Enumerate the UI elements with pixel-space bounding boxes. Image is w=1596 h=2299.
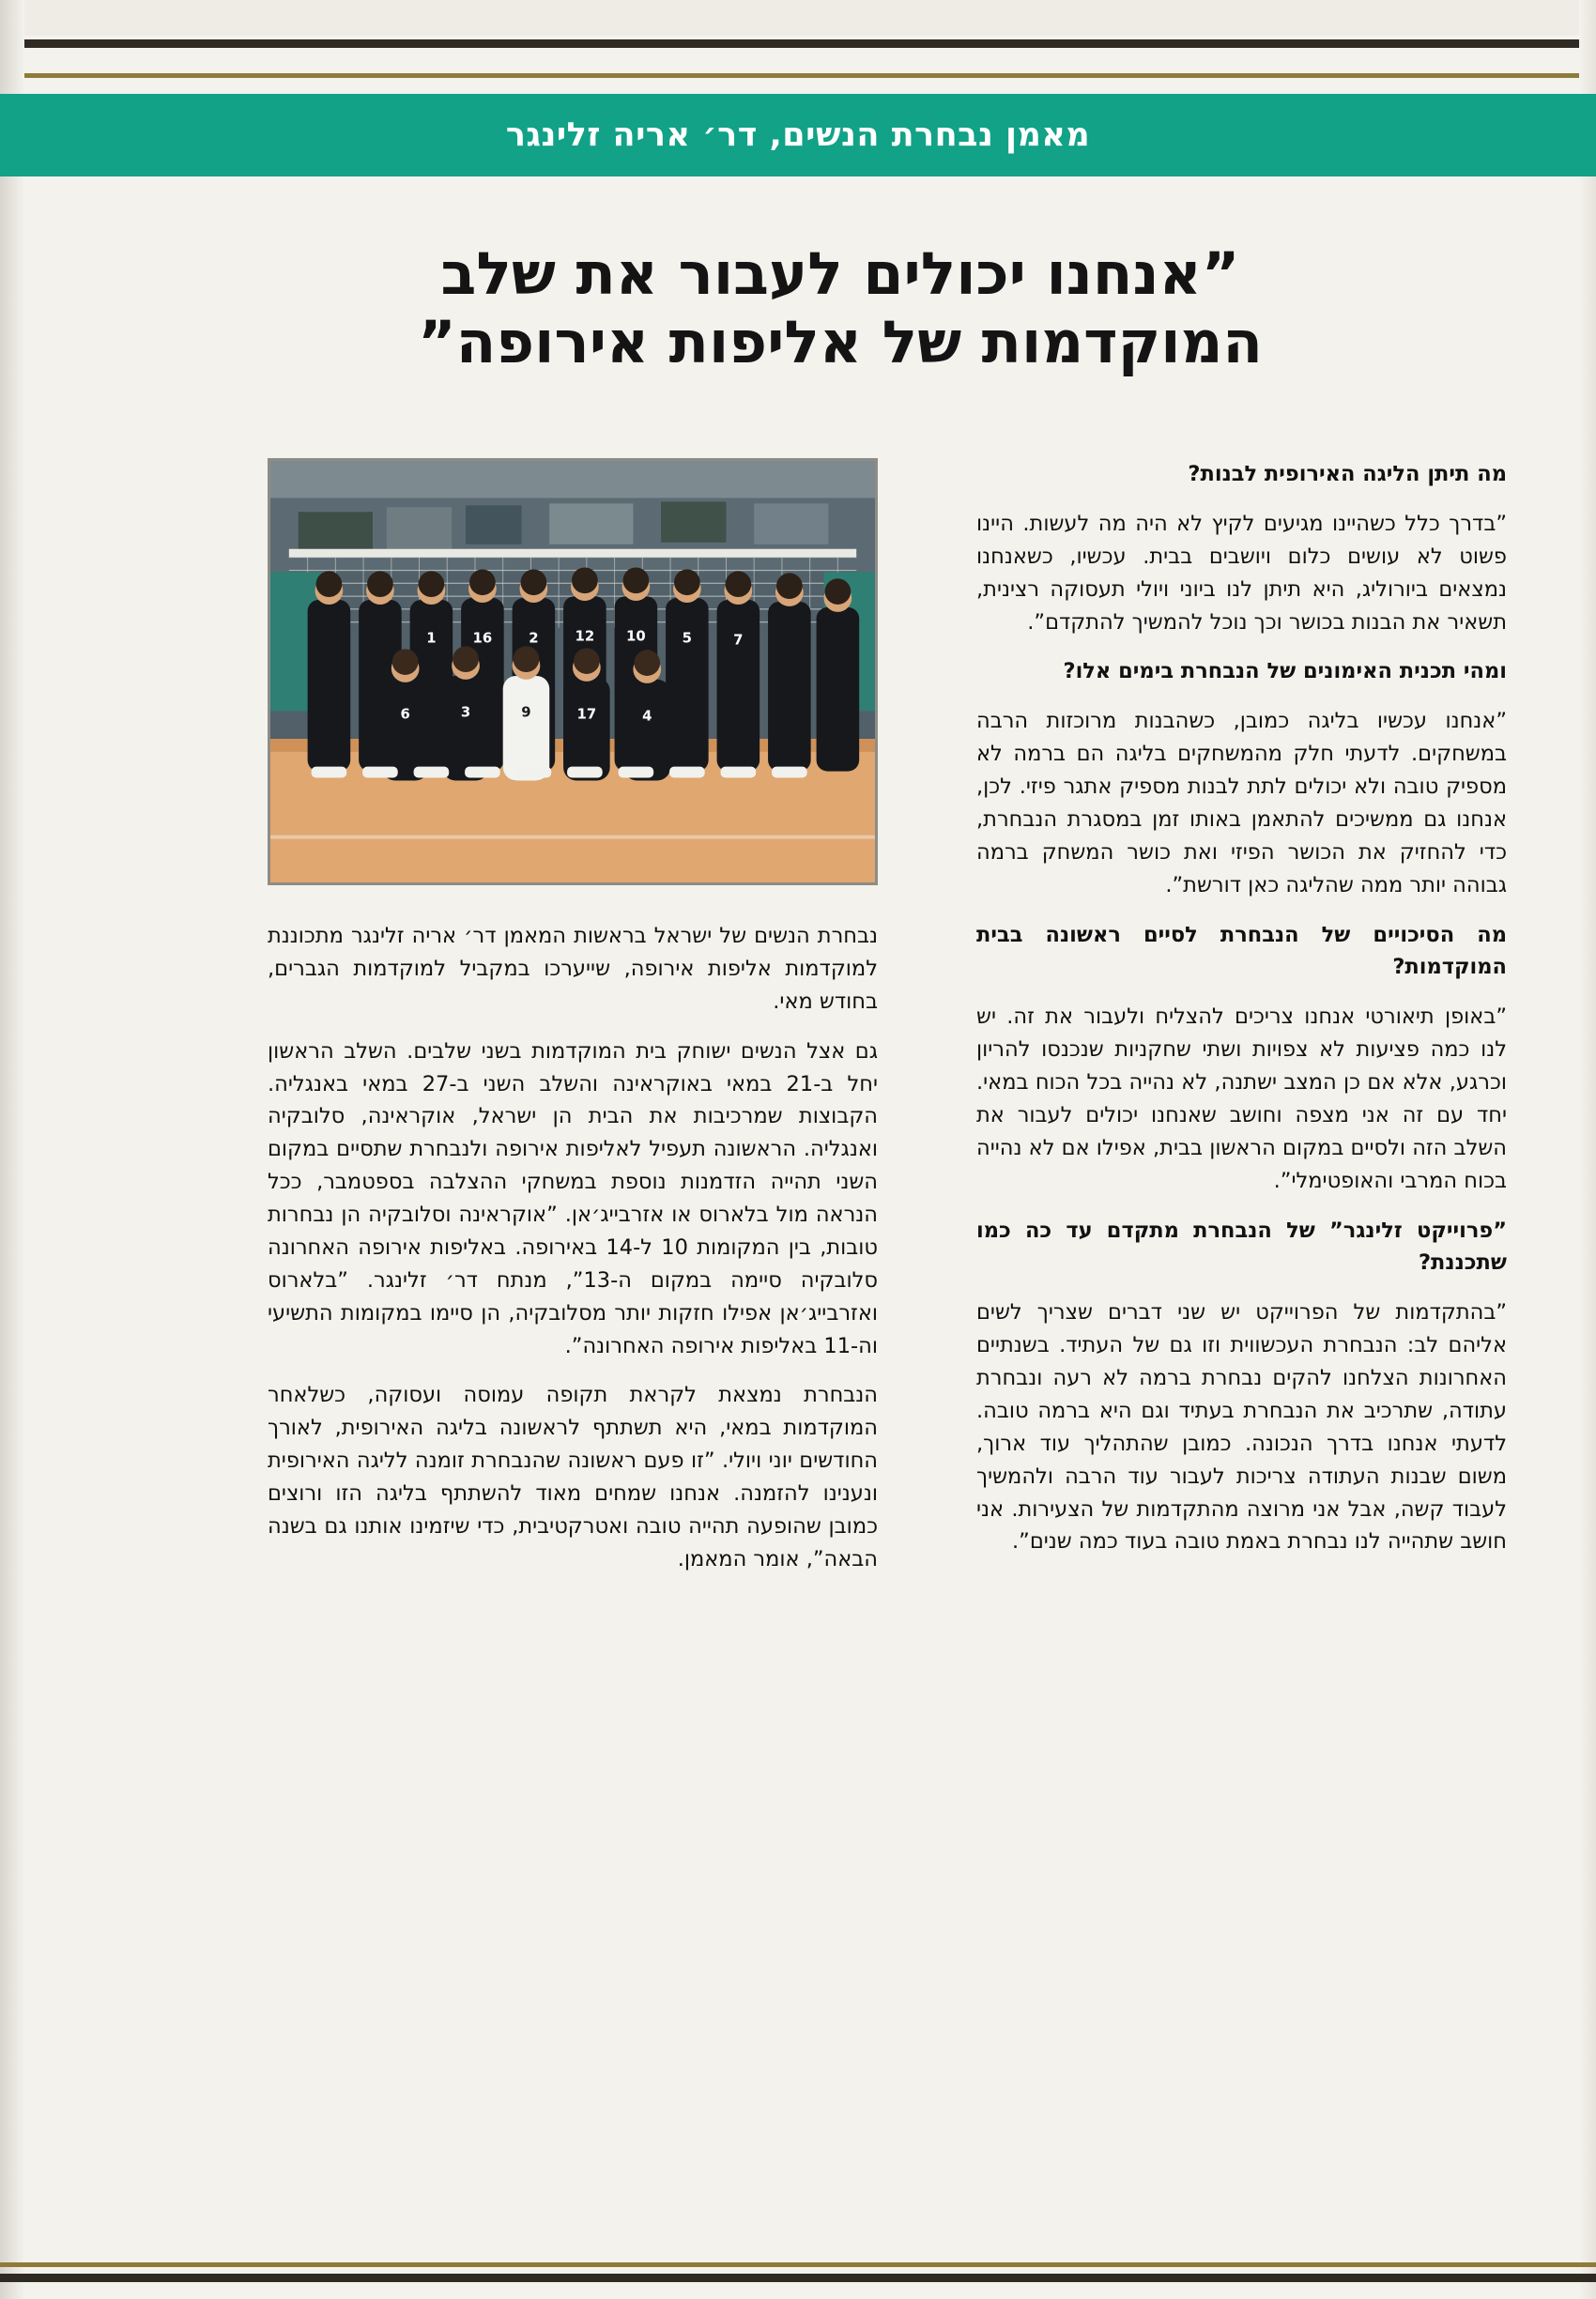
lead-paragraph: נבחרת הנשים של ישראל בראשות המאמן דר׳ אריה זלינגר מתכוננת למוקדמות אליפות אירופה, שייערכו במקביל למוקדמות הגברים, בחודש מאי. [268, 924, 878, 1014]
answer: ”אנחנו עכשיו בליגה כמובן, כשהבנות מרוכזות הרבה במשחקים. לדעתי חלק מהמשחקים בליגה הם ברמה לא מספיק טובה ולא יכולים לתת לבנות מספיק אתגר פיזי. לכן, אנחנו גם ממשיכים להתאמן באותו זמן במסגרת הנבחרת, כדי להחזיק את הכושר הפיזי ואת כושר המשחק ברמה גבוהה יותר ממה שהליגה כאן דורשת”. [976, 709, 1507, 897]
svg-text:12: 12 [575, 628, 595, 645]
question: מה הסיכויים של הנבחרת לסיים ראשונה בבית המוקדמות? [976, 922, 1507, 980]
svg-text:7: 7 [733, 632, 744, 649]
bottom-gold-rule [0, 2262, 1596, 2267]
team-photo [268, 458, 878, 885]
answer: ”בדרך כלל כשהיינו מגיעים לקיץ לא היה מה לעשות. היינו פשוט לא עושים כלום ויושבים בבית. עכשיו, כשאנחנו נמצאים ביורוליג, היא תיתן לנו ביוני ויולי תעסוקה רצינית, תשאיר את הבנות בכושר וכך נוכל להמשיך להתקדם”. [976, 511, 1507, 635]
body-paragraph: הנבחרת נמצאת לקראת תקופה עמוסה ועסוקה, כשלאחר המוקדמות במאי, היא תשתתף לראשונה בליגה האירופית, לאורך החודשים יוני ויולי. ”זו פעם ראשונה שהנבחרת זומנה לליגה האירופית ונענינו להזמנה. אנחנו שמחים מאוד להשתתף בליגה הזו ורוצים כמובן שהופעה תהייה טובה ואטרקטיבית, כדי שיזמינו אותנו גם בשנה הבאה”, אומר המאמן. [268, 1383, 878, 1571]
svg-text:6: 6 [400, 706, 410, 723]
banner-title: מאמן נבחרת הנשים, דר׳ אריה זלינגר [505, 116, 1091, 154]
svg-text:2: 2 [529, 630, 539, 647]
top-gold-rule [0, 73, 1596, 78]
article-column-right [976, 458, 1507, 1575]
page-title [174, 239, 1507, 376]
section-banner [0, 94, 1596, 176]
page-top-margin [0, 0, 1596, 36]
answer: ”בהתקדמות של הפרוייקט יש שני דברים שצריך לשים אליהם לב: הנבחרת העכשווית וזו גם של העתיד. בשנתיים האחרונות הצלחנו להקים נבחרת ברמה לא רעה ונבחרת עתודה, שתרכיב את הנבחרת בעתיד וגם היא ברמה טובה. לדעתי אנחנו בדרך הנכונה. כמובן שהתהליך עוד ארוך, משום שבנות העתודה צריכות לעבור עוד הרבה ולהמשיך לעבוד קשה, אבל אני מרוצה מהתקדמות של הצעירות. אני חושב שתהייה לנו נבחרת באמת טובה בעוד כמה שנים”. [976, 1300, 1507, 1555]
svg-text:9: 9 [521, 704, 531, 721]
headline-line-1: ”אנחנו יכולים לעבור את שלב [440, 239, 1240, 308]
question: מה תיתן הליגה האירופית לבנות? [1188, 462, 1507, 486]
bottom-dark-rule [0, 2274, 1596, 2282]
right-page-edge [1579, 0, 1596, 2299]
answer: ”באופן תיאורטי אנחנו צריכים להצליח ולעבור את זה. יש לנו כמה פציעות לא צפויות ושתי שחקניות שנכנסו להריון וכרגע, אלא אם כן המצב ישתנה, לא נהייה בכל הכוח במאי. יחד עם זה אני מצפה וחושב שאנחנו יכולים לעבור את השלב הזה ולסיים במקום הראשון בבית, אפילו אם לא נהייה בכוח המרבי והאופטימלי”. [976, 1004, 1507, 1193]
top-dark-rule [0, 39, 1596, 48]
left-page-edge [0, 0, 24, 2299]
headline-line-2: המוקדמות של אליפות אירופה” [417, 308, 1264, 377]
svg-text:10: 10 [626, 628, 646, 645]
svg-text:4: 4 [642, 708, 652, 725]
article-column-left [268, 920, 878, 1593]
question: ”פרוייקט זלינגר” של הנבחרת מתקדם עד כה כמו שתכננת? [976, 1218, 1507, 1276]
svg-text:3: 3 [460, 704, 471, 721]
svg-text:5: 5 [682, 630, 693, 647]
question: ומהי תכנית האימונים של הנבחרת בימים אלו? [1063, 659, 1507, 684]
svg-text:17: 17 [576, 706, 597, 723]
svg-text:16: 16 [472, 630, 493, 647]
svg-text:1: 1 [426, 630, 437, 647]
body-paragraph: גם אצל הנשים ישוחק בית המוקדמות בשני שלבים. השלב הראשון יחל ב-21 במאי באוקראינה והשלב השני ב-27 במאי באנגליה. הקבוצות שמרכיבות את הבית הן ישראל, אוקראינה, סלובקיה ואנגליה. הראשונה תעפיל לאליפות אירופה ולנבחרת שתסיים במקום השני תהייה הזדמנות נוספת במשחקי ההצלבה בספטמבר, ככל הנראה מול בלארוס או אזרבייג׳אן. ”אוקראינה וסלובקיה הן נבחרות טובות, בין המקומות 10 ל-14 באירופה. באליפות אירופה האחרונה סלובקיה סיימה במקום ה-13”, מנתח דר׳ זלינגר. ”בלארוס ואזרבייג׳אן אפילו חזקות יותר מסלובקיה, הן סיימו במקומות התשיעי וה-11 באליפות אירופה האחרונה”. [268, 1038, 878, 1358]
team-photo-image [270, 461, 875, 882]
